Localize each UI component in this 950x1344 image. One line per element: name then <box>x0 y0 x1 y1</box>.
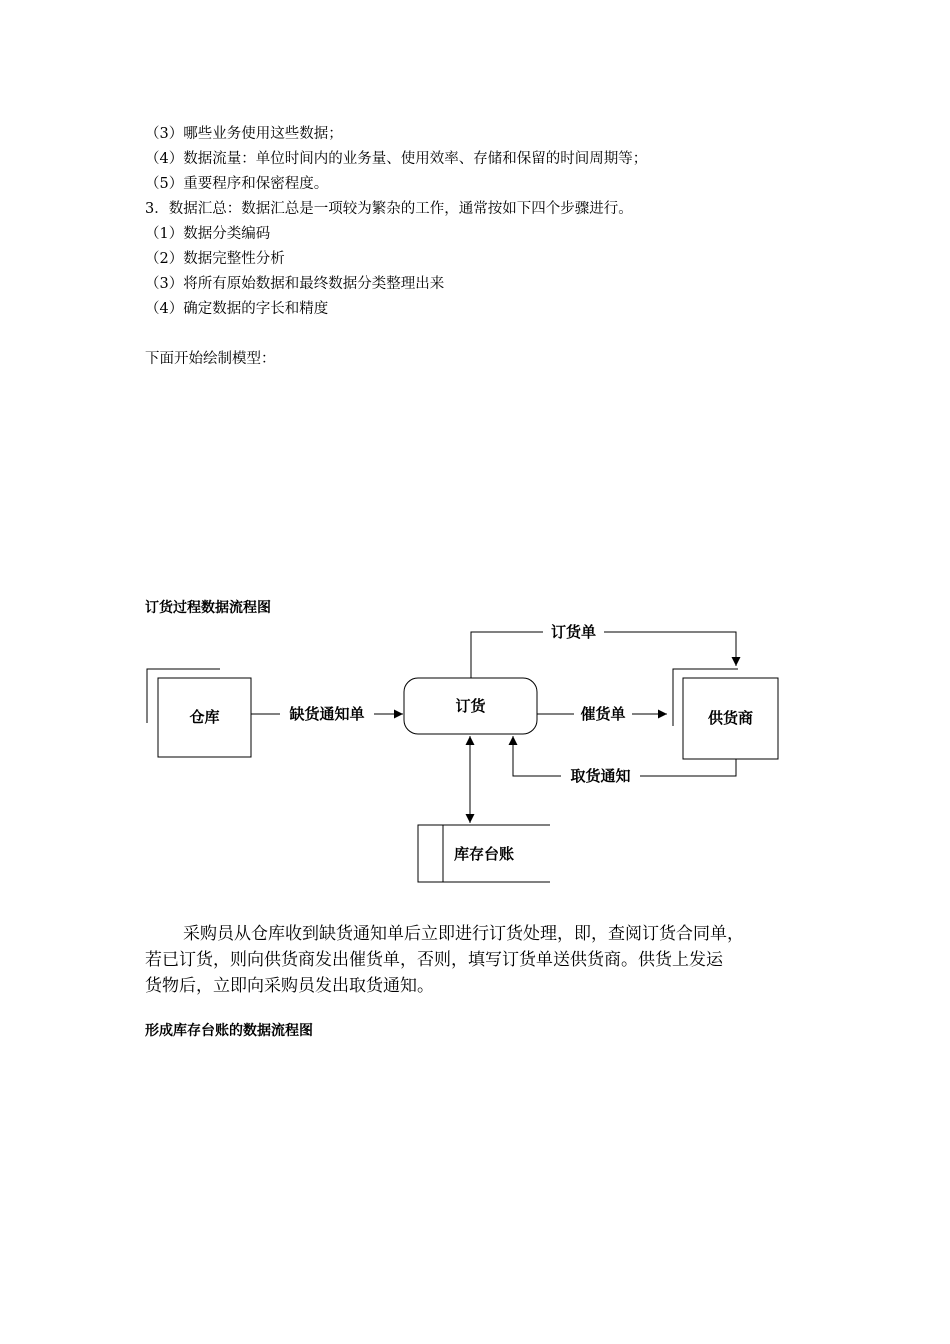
supplier-label: 供货商 <box>707 709 754 727</box>
list-item: （2）数据完整性分析 <box>145 251 285 267</box>
flow-order-form-label: 订货单 <box>550 623 597 641</box>
list-item: （1）数据分类编码 <box>145 226 271 242</box>
stock-ledger-label: 库存台账 <box>453 845 515 863</box>
supplier-entity <box>673 669 778 759</box>
intro-line: 下面开始绘制模型： <box>145 351 276 367</box>
list-item: （3）哪些业务使用这些数据； <box>145 126 343 142</box>
flow-shortage-notice <box>251 705 403 723</box>
flow-urge-order-label: 催货单 <box>580 705 626 723</box>
second-diagram-title: 形成库存台账的数据流程图 <box>145 1023 313 1039</box>
paragraph-line: 货物后，立即向采购员发出取货通知。 <box>145 976 434 996</box>
list-item: （4）数据流量：单位时间内的业务量、使用效率、存储和保留的时间周期等； <box>145 151 648 167</box>
paragraph-line: 若已订货，则向供货商发出催货单，否则，填写订货单送供货商。供货上发运 <box>145 950 723 970</box>
list-item: （5）重要程序和保密程度。 <box>145 176 329 192</box>
warehouse-label: 仓库 <box>189 708 220 726</box>
list-item: （3）将所有原始数据和最终数据分类整理出来 <box>145 276 445 292</box>
flow-order-form <box>471 623 736 678</box>
list-item: 3．数据汇总：数据汇总是一项较为繁杂的工作，通常按如下四个步骤进行。 <box>145 201 633 217</box>
flow-urge-order <box>537 705 667 723</box>
description-paragraph <box>145 921 825 999</box>
diagram-title: 订货过程数据流程图 <box>145 600 271 616</box>
flow-shortage-notice-label: 缺货通知单 <box>289 705 365 723</box>
list-item: （4）确定数据的字长和精度 <box>145 301 329 317</box>
warehouse-entity <box>147 669 251 757</box>
order-process <box>404 678 537 734</box>
stock-ledger-store <box>418 825 550 882</box>
order-process-label: 订货 <box>455 697 486 715</box>
flow-pickup-notice-label: 取货通知 <box>570 767 631 785</box>
paragraph-line: 采购员从仓库收到缺货通知单后立即进行订货处理，即，查阅订货合同单， <box>183 924 744 944</box>
flow-pickup-notice <box>513 736 736 785</box>
